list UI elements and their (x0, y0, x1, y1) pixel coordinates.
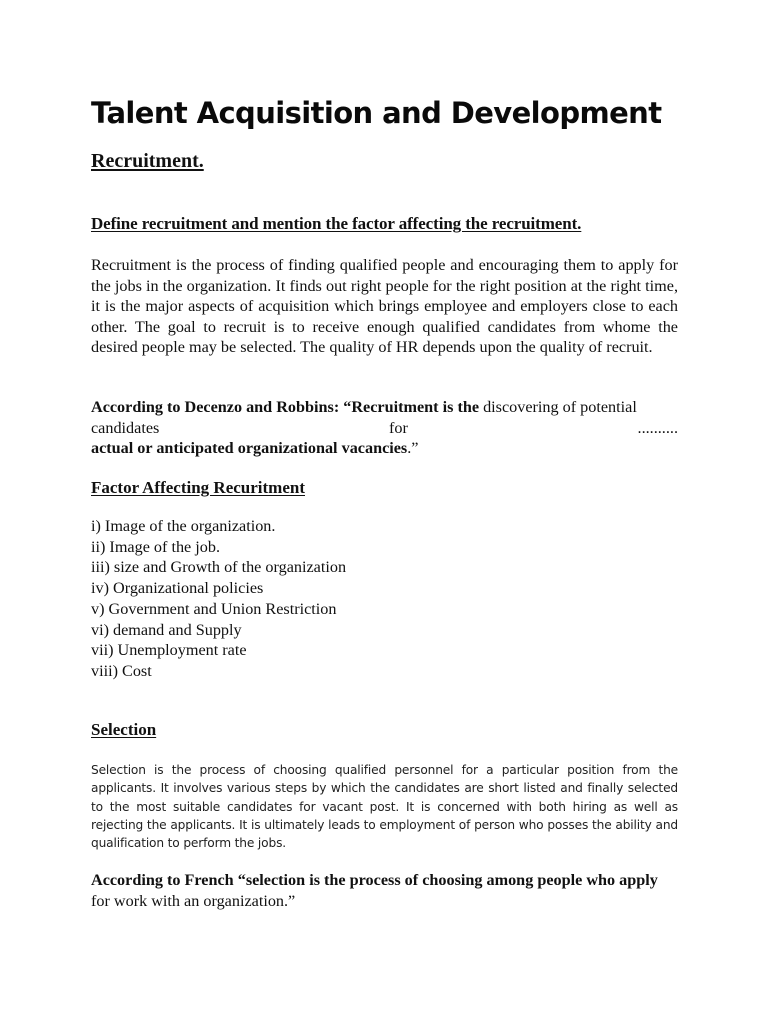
french-quote (91, 870, 678, 912)
quote-line-3 (91, 438, 678, 459)
selection-heading: Selection (91, 720, 157, 739)
list-item: viii) Cost (91, 661, 152, 680)
recruitment-heading: Recruitment. (91, 150, 204, 172)
quote-lead: According to French “ (91, 871, 246, 889)
factor-list (91, 516, 678, 682)
list-item: vii) Unemployment rate (91, 641, 247, 660)
recruitment-paragraph: Recruitment is the process of finding qualified people and encouraging them to apply for the jobs in the organization. It finds out right people for the right position at the right time, it is the major aspects of acquisition which brings employee and employers close to each other. The goal to recruit is to receive enough qualified candidates from whome the desired people may be selected. The quality of HR depends upon the quality of recruit. (91, 256, 678, 357)
quote-bold-part: selection is the process of choosing among people who apply (245, 871, 658, 889)
quote-line-2 (91, 418, 678, 439)
list-item: ii) Image of the job. (91, 537, 221, 556)
page-title: Talent Acquisition and Development (91, 96, 662, 130)
quote-lead: According to Decenzo and Robbins: “ (91, 398, 352, 416)
selection-paragraph: Selection is the process of choosing qualified personnel for a particular position from the applicants. It involves various steps by which the candidates are short listed and finally selected to the most suitable candidates for vacant post. It is concerned with both hiring as well as rejecting the applicants. It is ultimately leads to employment of person who posses the ability and qualification to perform the jobs. (91, 763, 678, 851)
list-item: iii) size and Growth of the organization (91, 558, 347, 577)
quote-word-for: for (388, 418, 408, 437)
list-item: vi) demand and Supply (91, 620, 242, 639)
quote-line-1 (91, 397, 678, 418)
quote-ellipsis: .......... (637, 418, 678, 437)
quote-line3-bold: actual or anticipated organizational vacancies (91, 439, 408, 458)
list-item: i) Image of the organization. (91, 517, 276, 535)
decenzo-robbins-quote (91, 397, 678, 459)
quote-rest: discovering of potential (479, 398, 637, 416)
quote-word-candidates: candidates (91, 418, 160, 437)
recruitment-question: Define recruitment and mention the factor affecting the recruitment. (91, 214, 582, 233)
list-item: v) Government and Union Restriction (91, 599, 337, 618)
factor-heading: Factor Affecting Recuritment (91, 478, 305, 497)
quote-rest: for work with an organization.” (91, 892, 296, 910)
list-item: iv) Organizational policies (91, 579, 264, 598)
quote-line3-end: .” (407, 439, 419, 458)
quote-bold-part: Recruitment is the (351, 398, 480, 416)
